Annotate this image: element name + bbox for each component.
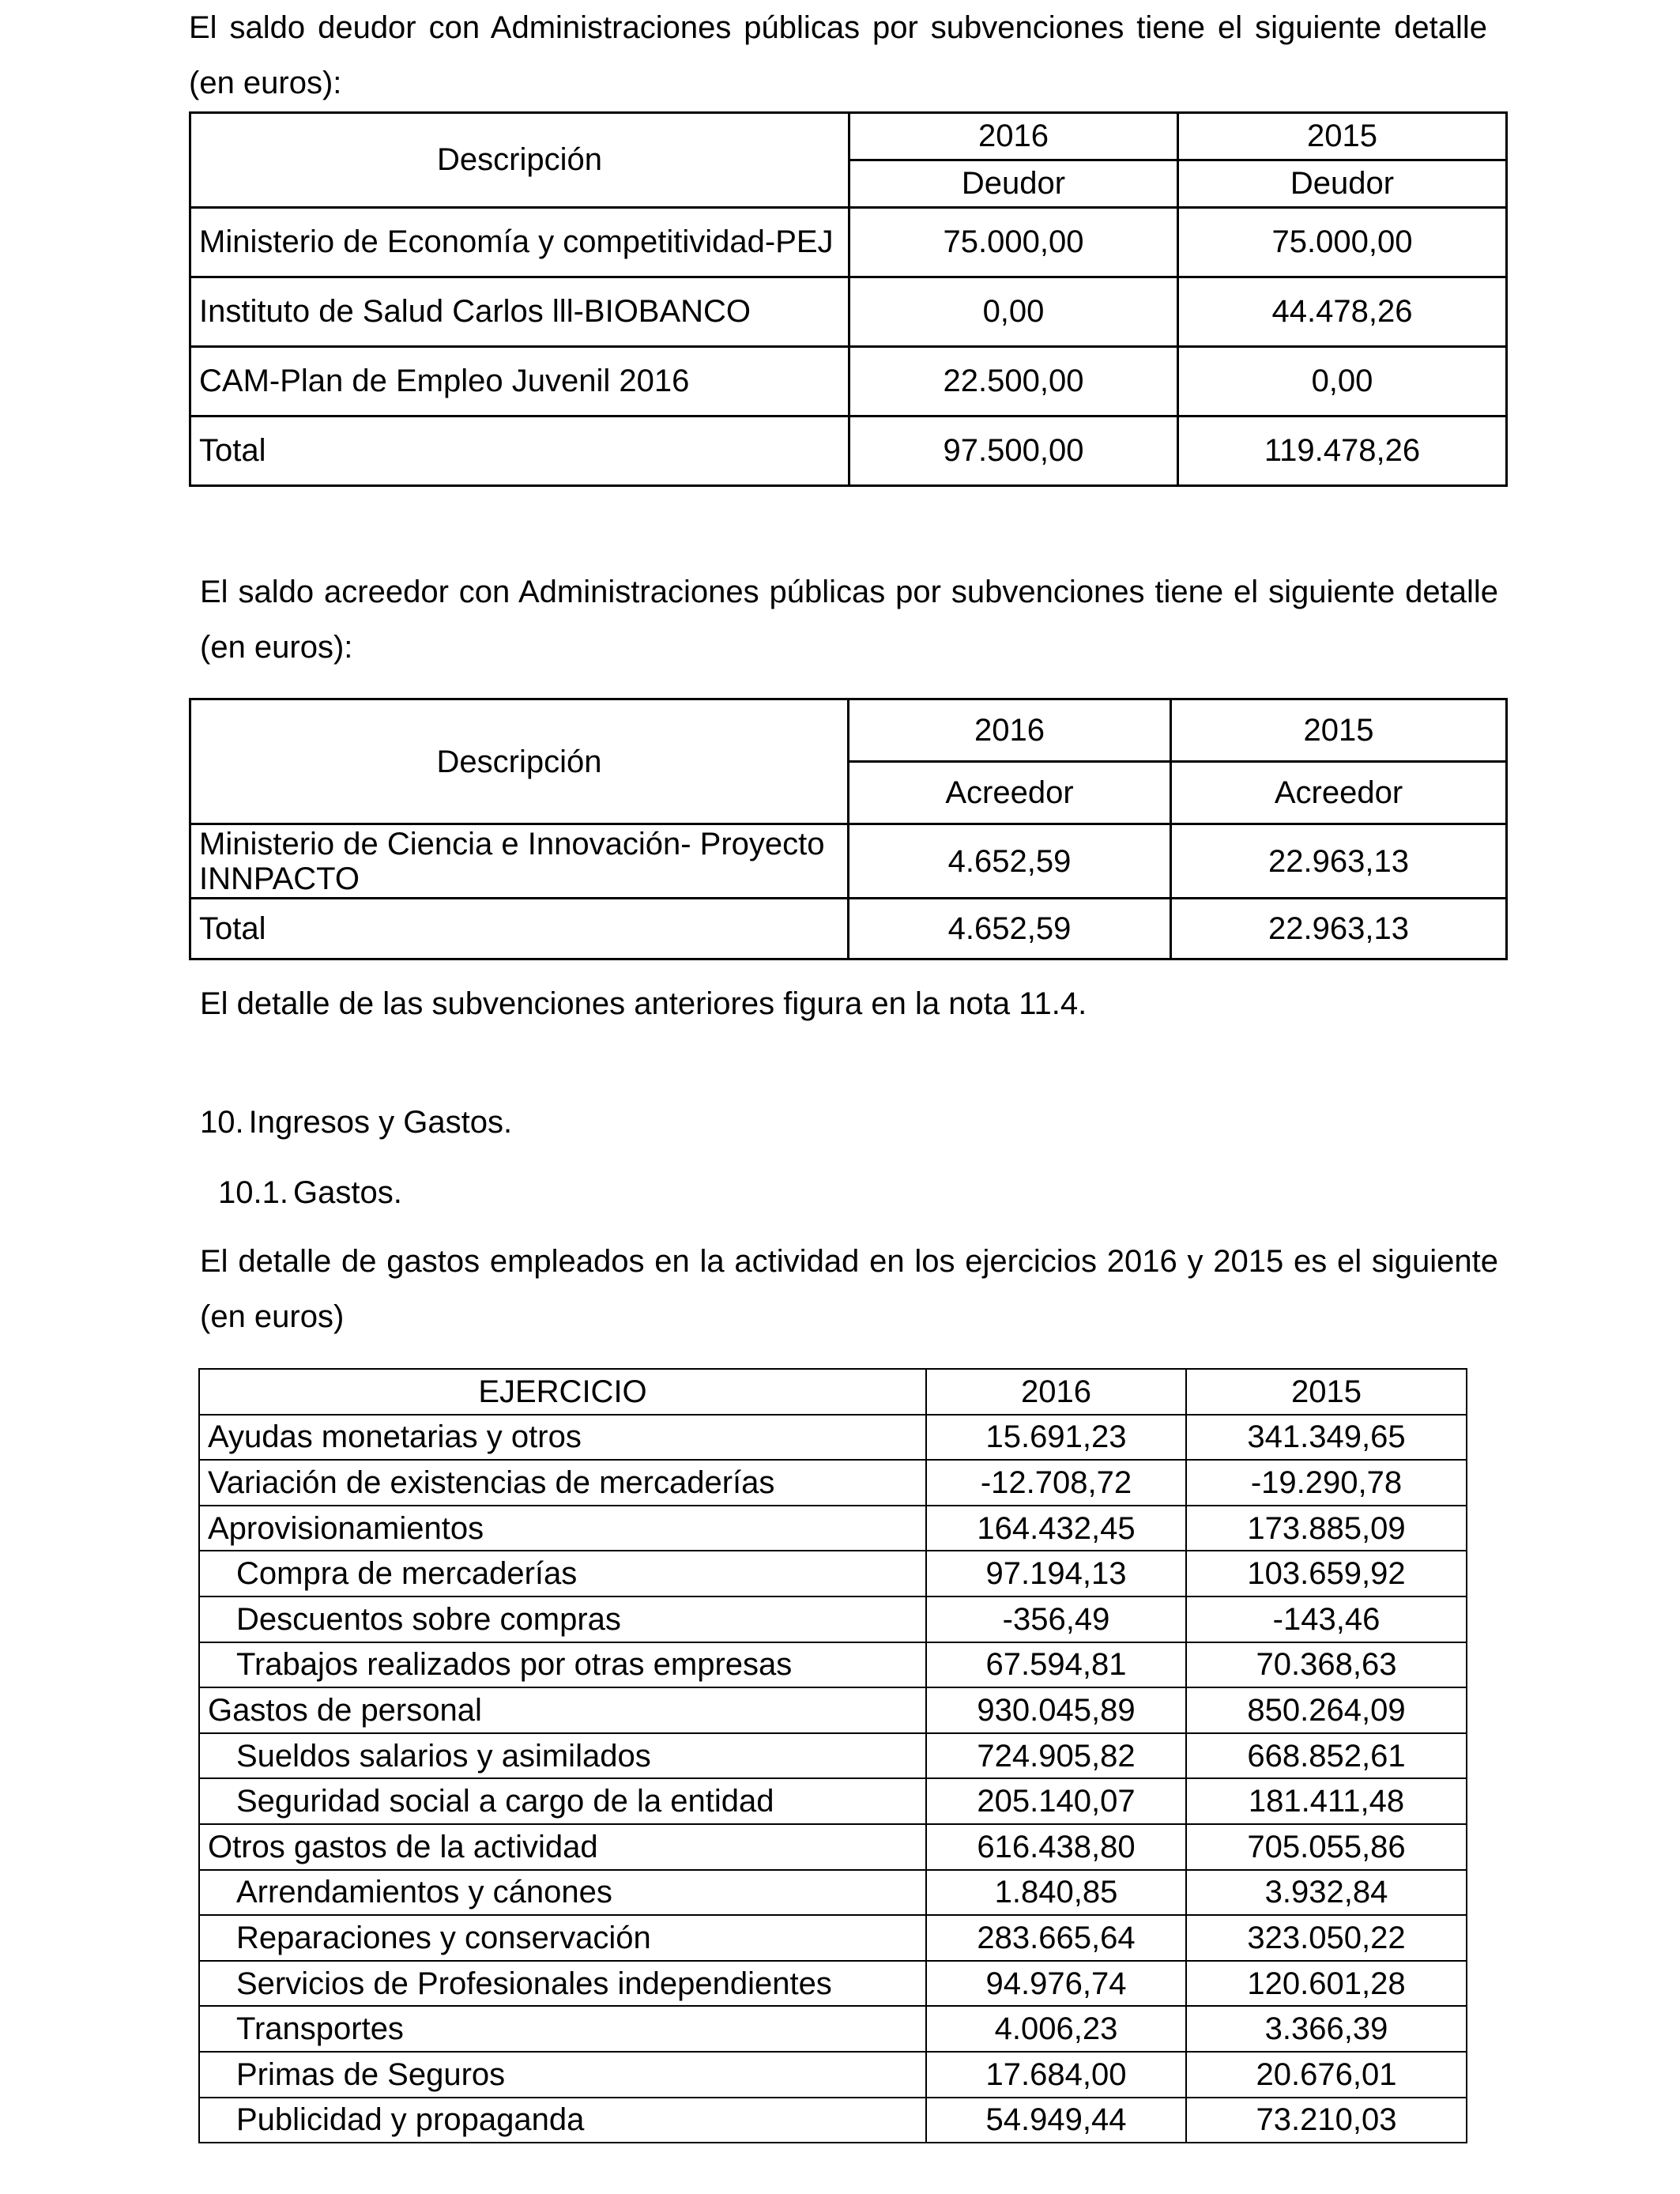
gastos-row-2016: 205.140,07 — [926, 1778, 1186, 1824]
gastos-row-2016: 4.006,23 — [926, 2006, 1186, 2052]
gastos-row-2015: 73.210,03 — [1186, 2098, 1467, 2143]
deudor-subheader-2015: Deudor — [1178, 160, 1507, 208]
acreedor-total-2015: 22.963,13 — [1171, 899, 1507, 959]
gastos-row-2015: 181.411,48 — [1186, 1778, 1467, 1824]
gastos-row-2016: 97.194,13 — [926, 1551, 1186, 1596]
deudor-header-description: Descripción — [190, 113, 849, 208]
gastos-intro — [200, 1234, 1498, 1344]
gastos-row-label: Descuentos sobre compras — [199, 1596, 926, 1642]
gastos-row-label: Servicios de Profesionales independientes — [199, 1961, 926, 2007]
deudor-row-2016: 22.500,00 — [849, 347, 1178, 417]
deudor-intro-line2: (en euros): — [189, 66, 342, 100]
acreedor-row-2016: 4.652,59 — [849, 824, 1171, 899]
gastos-row-2015: 705.055,86 — [1186, 1824, 1467, 1870]
table-acreedor — [189, 698, 1508, 960]
gastos-row-label: Publicidad y propaganda — [199, 2098, 926, 2143]
deudor-intro — [189, 0, 1487, 111]
gastos-row-2016: 930.045,89 — [926, 1687, 1186, 1733]
table-deudor — [189, 111, 1508, 487]
acreedor-intro — [200, 564, 1498, 675]
gastos-body — [199, 1415, 1467, 2143]
table-row — [190, 208, 1507, 277]
acreedor-total-2016: 4.652,59 — [849, 899, 1171, 959]
acreedor-row-2015: 22.963,13 — [1171, 824, 1507, 899]
gastos-row-2015: -19.290,78 — [1186, 1460, 1467, 1506]
table-row — [199, 2006, 1467, 2052]
section-10-1-number: 10.1. — [218, 1175, 288, 1210]
gastos-row-2016: -12.708,72 — [926, 1460, 1186, 1506]
deudor-total-label: Total — [190, 417, 849, 486]
table-row — [199, 1596, 1467, 1642]
acreedor-total-row — [190, 899, 1507, 959]
gastos-row-2015: 323.050,22 — [1186, 1915, 1467, 1961]
table-row — [199, 1915, 1467, 1961]
deudor-row-desc: Instituto de Salud Carlos lll-BIOBANCO — [190, 277, 849, 347]
acreedor-subheader-2015: Acreedor — [1171, 762, 1507, 824]
deudor-row-desc: Ministerio de Economía y competitividad-PEJ — [190, 208, 849, 277]
deudor-row-2016: 0,00 — [849, 277, 1178, 347]
gastos-row-label: Primas de Seguros — [199, 2052, 926, 2098]
gastos-row-2016: 724.905,82 — [926, 1733, 1186, 1779]
gastos-row-2015: 3.932,84 — [1186, 1870, 1467, 1916]
deudor-subheader-2016: Deudor — [849, 160, 1178, 208]
gastos-row-label: Compra de mercaderías — [199, 1551, 926, 1596]
gastos-row-2016: 283.665,64 — [926, 1915, 1186, 1961]
gastos-row-2016: 164.432,45 — [926, 1506, 1186, 1551]
table-row — [199, 1778, 1467, 1824]
table-row — [199, 2098, 1467, 2143]
section-10-1-title: Gastos. — [292, 1175, 402, 1210]
section-10-number: 10. — [200, 1105, 244, 1140]
gastos-row-2016: 1.840,85 — [926, 1870, 1186, 1916]
gastos-intro-line1: El detalle de gastos empleados en la actividad en los ejercicios 2016 y 2015 es el siguiente — [200, 1244, 1498, 1279]
acreedor-header-2016: 2016 — [849, 699, 1171, 762]
gastos-row-2016: 54.949,44 — [926, 2098, 1186, 2143]
deudor-row-2016: 75.000,00 — [849, 208, 1178, 277]
gastos-row-label: Variación de existencias de mercaderías — [199, 1460, 926, 1506]
gastos-row-label: Transportes — [199, 2006, 926, 2052]
table-row — [190, 824, 1507, 899]
gastos-row-2016: 15.691,23 — [926, 1415, 1186, 1461]
table-row — [199, 1733, 1467, 1779]
acreedor-total-label: Total — [190, 899, 849, 959]
acreedor-row-desc — [190, 824, 849, 899]
table-row — [199, 1506, 1467, 1551]
gastos-row-label: Reparaciones y conservación — [199, 1915, 926, 1961]
deudor-row-2015: 44.478,26 — [1178, 277, 1507, 347]
gastos-row-2015: 668.852,61 — [1186, 1733, 1467, 1779]
gastos-row-2015: -143,46 — [1186, 1596, 1467, 1642]
table-gastos — [198, 1368, 1467, 2143]
table-row — [199, 2052, 1467, 2098]
acreedor-header-2015: 2015 — [1171, 699, 1507, 762]
gastos-row-2015: 20.676,01 — [1186, 2052, 1467, 2098]
gastos-header-ejercicio: EJERCICIO — [199, 1369, 926, 1415]
gastos-intro-line2: (en euros) — [200, 1299, 345, 1334]
gastos-header-2015: 2015 — [1186, 1369, 1467, 1415]
deudor-intro-line1: El saldo deudor con Administraciones públicas por subvenciones tiene el siguiente detalle — [189, 10, 1487, 45]
gastos-row-2015: 70.368,63 — [1186, 1642, 1467, 1688]
table-row — [190, 347, 1507, 417]
gastos-row-label: Seguridad social a cargo de la entidad — [199, 1778, 926, 1824]
gastos-row-label: Gastos de personal — [199, 1687, 926, 1733]
table-row — [199, 1415, 1467, 1461]
table-row — [199, 1642, 1467, 1688]
table-row — [199, 1961, 1467, 2007]
table-row — [190, 277, 1507, 347]
deudor-header-2015: 2015 — [1178, 113, 1507, 160]
gastos-header-2016: 2016 — [926, 1369, 1186, 1415]
gastos-row-label: Ayudas monetarias y otros — [199, 1415, 926, 1461]
acreedor-intro-line1: El saldo acreedor con Administraciones públicas por subvenciones tiene el siguiente detalle — [200, 575, 1498, 609]
gastos-row-2015: 850.264,09 — [1186, 1687, 1467, 1733]
table-row — [199, 1551, 1467, 1596]
gastos-row-2016: 94.976,74 — [926, 1961, 1186, 2007]
table-row — [199, 1687, 1467, 1733]
deudor-total-2015: 119.478,26 — [1178, 417, 1507, 486]
gastos-row-2015: 120.601,28 — [1186, 1961, 1467, 2007]
table-row — [199, 1460, 1467, 1506]
acreedor-intro-line2: (en euros): — [200, 630, 353, 665]
acreedor-row-desc-line2: INNPACTO — [199, 861, 360, 896]
gastos-row-label: Trabajos realizados por otras empresas — [199, 1642, 926, 1688]
gastos-row-2016: 616.438,80 — [926, 1824, 1186, 1870]
gastos-row-2015: 341.349,65 — [1186, 1415, 1467, 1461]
subvenciones-note: El detalle de las subvenciones anteriores figura en la nota 11.4. — [200, 986, 1087, 1021]
gastos-row-2015: 173.885,09 — [1186, 1506, 1467, 1551]
gastos-row-2016: -356,49 — [926, 1596, 1186, 1642]
deudor-row-2015: 0,00 — [1178, 347, 1507, 417]
deudor-row-2015: 75.000,00 — [1178, 208, 1507, 277]
section-10-1-heading — [218, 1173, 402, 1212]
acreedor-subheader-2016: Acreedor — [849, 762, 1171, 824]
gastos-row-label: Sueldos salarios y asimilados — [199, 1733, 926, 1779]
gastos-row-2016: 67.594,81 — [926, 1642, 1186, 1688]
gastos-row-label: Otros gastos de la actividad — [199, 1824, 926, 1870]
acreedor-header-description: Descripción — [190, 699, 849, 824]
table-row — [199, 1824, 1467, 1870]
gastos-row-2016: 17.684,00 — [926, 2052, 1186, 2098]
deudor-row-desc: CAM-Plan de Empleo Juvenil 2016 — [190, 347, 849, 417]
gastos-row-2015: 3.366,39 — [1186, 2006, 1467, 2052]
gastos-row-2015: 103.659,92 — [1186, 1551, 1467, 1596]
section-10-heading — [200, 1103, 512, 1142]
acreedor-row-desc-line1: Ministerio de Ciencia e Innovación- Proyecto — [199, 826, 825, 861]
section-10-title: Ingresos y Gastos. — [248, 1105, 513, 1140]
table-row — [199, 1870, 1467, 1916]
deudor-total-row — [190, 417, 1507, 486]
deudor-total-2016: 97.500,00 — [849, 417, 1178, 486]
gastos-row-label: Arrendamientos y cánones — [199, 1870, 926, 1916]
deudor-header-2016: 2016 — [849, 113, 1178, 160]
gastos-row-label: Aprovisionamientos — [199, 1506, 926, 1551]
